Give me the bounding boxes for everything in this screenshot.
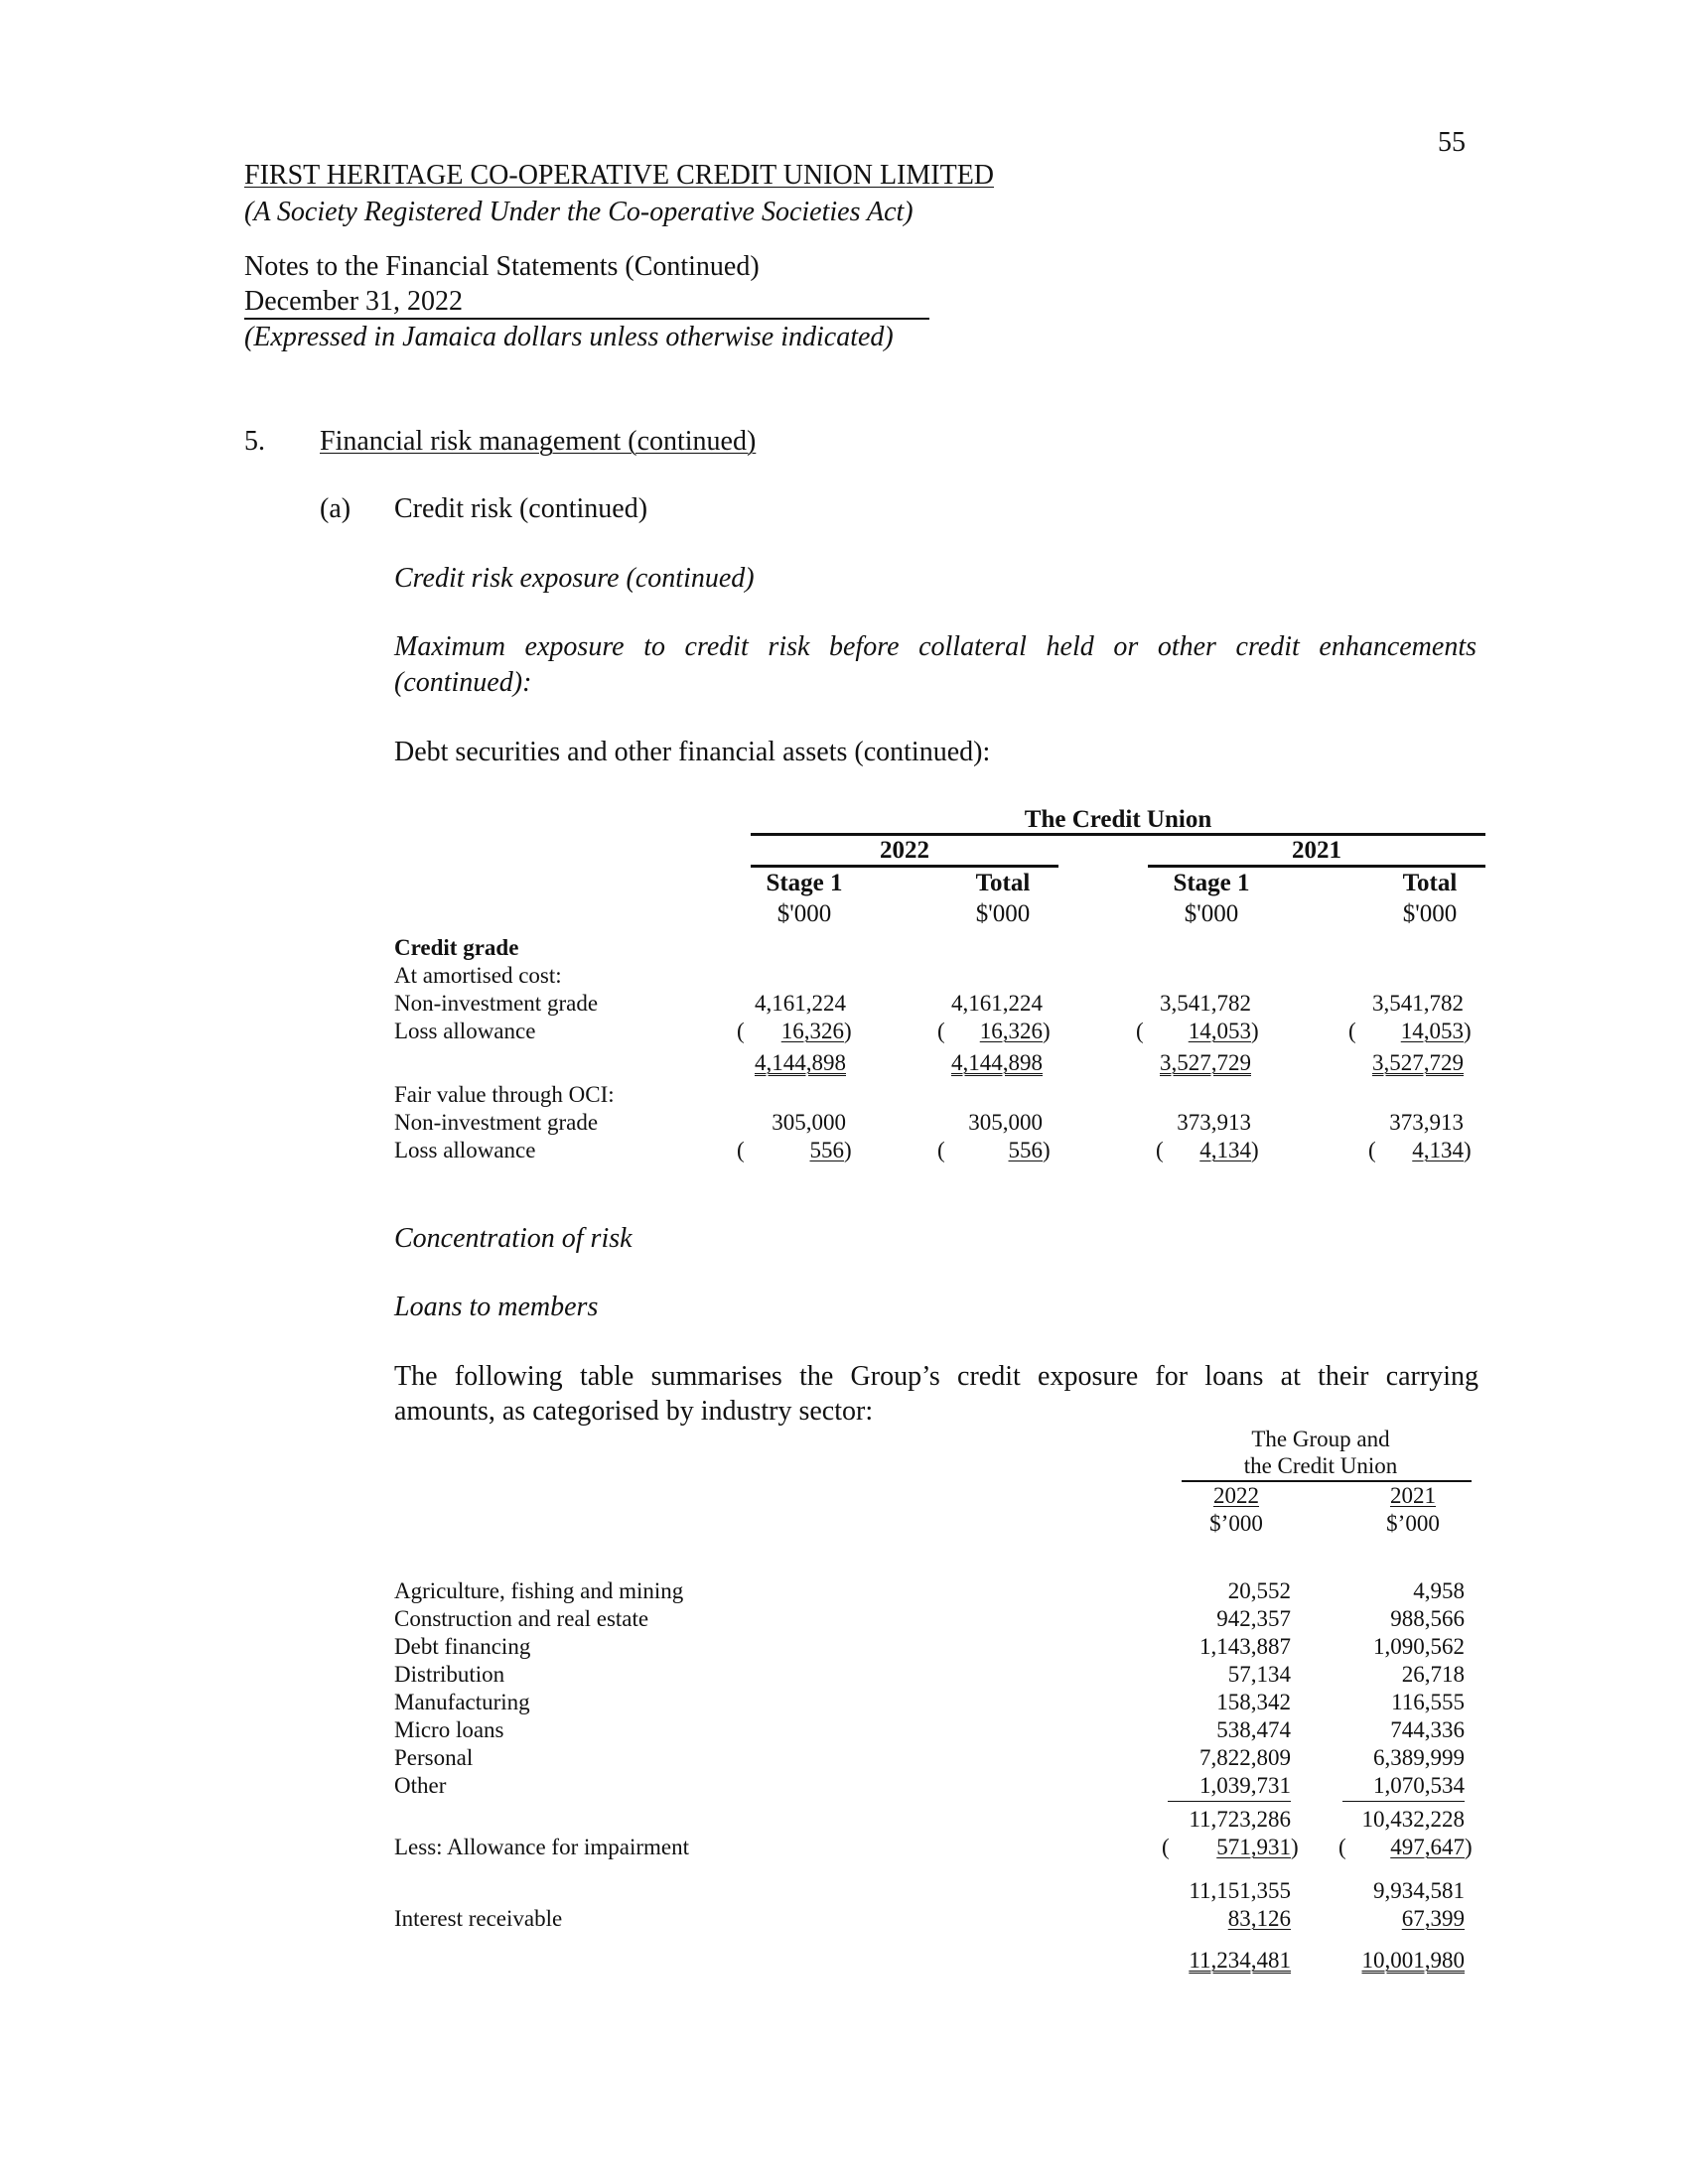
table1-row-label: Loss allowance [394,1019,536,1043]
total-2021: 10,001,980 [1361,1948,1465,1973]
table2-entity-line-1: The Group and [1251,1427,1390,1451]
subtotal-2021: 10,432,228 [1361,1807,1465,1832]
company-name: FIRST HERITAGE CO-OPERATIVE CREDIT UNION LIMITED [244,160,995,191]
table1-cell: 373,913 [1389,1110,1464,1135]
loans-intro-line-1: The following table summarises the Group’s credit exposure for loans at their carrying [394,1361,1478,1392]
section-number: 5. [244,426,265,457]
max-exposure-line-1: Maximum exposure to credit risk before collateral held or other credit enhancements [394,631,1477,662]
table1-unit-4: $'000 [1402,900,1458,927]
table1-entity-heading: The Credit Union [1024,806,1212,833]
interest-2021: 67,399 [1401,1906,1465,1931]
table1-cell: 4,134 [1412,1138,1464,1162]
sector-label: Distribution [394,1662,505,1687]
concentration-heading: Concentration of risk [394,1223,633,1254]
table1-row-label: Non-investment grade [394,991,599,1016]
sector-value-2022: 1,143,887 [1199,1634,1291,1659]
sector-value-2022: 7,822,809 [1199,1745,1291,1770]
notes-title: Notes to the Financial Statements (Continued) [244,251,760,282]
sector-value-2022: 158,342 [1216,1690,1291,1714]
table1-paren-close: ) [1251,1019,1259,1043]
credit-risk-exposure-heading: Credit risk exposure (continued) [394,563,755,594]
subtotal-2022: 11,723,286 [1189,1807,1291,1832]
section-title: Financial risk management (continued) [320,426,757,457]
sector-value-2022: 1,039,731 [1199,1773,1291,1798]
table1-row-label: Non-investment grade [394,1110,599,1135]
currency-note: (Expressed in Jamaica dollars unless otherwise indicated) [244,322,894,352]
loans-intro-line-2: amounts, as categorised by industry sector: [394,1396,874,1427]
table1-col-total-2022: Total [975,870,1031,896]
table1-entity-rule [751,833,1485,836]
table1-cell: 16,326 [780,1019,844,1043]
table1-cell: 3,527,729 [1160,1050,1251,1075]
total-2022: 11,234,481 [1189,1948,1291,1973]
sector-label: Personal [394,1745,474,1770]
page-number: 55 [1438,127,1466,158]
sector-label: Other [394,1773,447,1798]
sector-label: Agriculture, fishing and mining [394,1578,684,1603]
allowance-paren-open: ( [1338,1835,1346,1859]
table2-entity-rule [1182,1480,1472,1482]
table2-unit-2021: $’000 [1386,1511,1440,1536]
max-exposure-line-2: (continued): [394,667,532,698]
sector-label: Debt financing [394,1634,531,1659]
society-subtitle: (A Society Registered Under the Co-operative Societies Act) [244,197,914,227]
table1-paren-open: ( [937,1019,945,1043]
table1-cell: 4,144,898 [951,1050,1043,1075]
subsection-letter: (a) [320,493,352,524]
sector-value-2022: 57,134 [1227,1662,1291,1687]
sector-label: Manufacturing [394,1690,530,1714]
date-underline [244,318,929,320]
table1-cell: 14,053 [1400,1019,1464,1043]
table1-unit-1: $'000 [776,900,832,927]
net-2021: 9,934,581 [1373,1878,1465,1903]
loans-heading: Loans to members [394,1292,599,1322]
table1-paren-open: ( [737,1019,745,1043]
sector-value-2021: 26,718 [1401,1662,1465,1687]
table1-col-total-2021: Total [1402,870,1458,896]
sector-value-2022: 20,552 [1227,1578,1291,1603]
table1-paren-close: ) [1043,1019,1051,1043]
credit-grade-label: Credit grade [394,935,519,960]
table1-year-2021-rule [1148,865,1485,868]
table1-col-stage1-2022: Stage 1 [766,870,843,896]
table1-paren-close: ) [1251,1138,1259,1162]
allowance-label: Less: Allowance for impairment [394,1835,690,1859]
table1-cell: 3,541,782 [1372,991,1464,1016]
allowance-paren-close: ) [1465,1835,1473,1859]
sector-value-2021: 744,336 [1390,1717,1465,1742]
sector-value-2021: 4,958 [1413,1578,1465,1603]
interest-2022: 83,126 [1227,1906,1291,1931]
table1-paren-open: ( [937,1138,945,1162]
table1-paren-close: ) [1464,1019,1472,1043]
debt-securities-heading: Debt securities and other financial assets (continued): [394,737,991,767]
table1-year-2021: 2021 [1292,837,1341,864]
sector-label: Micro loans [394,1717,504,1742]
subsection-title: Credit risk (continued) [394,493,648,524]
table1-paren-close: ) [844,1138,852,1162]
table1-paren-close: ) [1464,1138,1472,1162]
sector-value-2022: 942,357 [1216,1606,1291,1631]
sector-value-2021: 6,389,999 [1373,1745,1465,1770]
table1-cell: 305,000 [968,1110,1043,1135]
fvoci-label: Fair value through OCI: [394,1082,615,1107]
allowance-2021: 497,647 [1390,1835,1465,1859]
table1-cell: 305,000 [772,1110,846,1135]
table1-paren-open: ( [1368,1138,1376,1162]
table1-unit-3: $'000 [1184,900,1239,927]
table1-paren-open: ( [1348,1019,1356,1043]
amortised-cost-label: At amortised cost: [394,963,562,988]
allowance-paren-open: ( [1162,1835,1170,1859]
net-2022: 11,151,355 [1189,1878,1291,1903]
sector-label: Construction and real estate [394,1606,649,1631]
table1-unit-2: $'000 [975,900,1031,927]
table1-cell: 14,053 [1188,1019,1251,1043]
table1-cell: 4,161,224 [951,991,1043,1016]
table1-cell: 3,541,782 [1160,991,1251,1016]
table1-cell: 556 [1008,1138,1043,1162]
table1-year-2022-rule [751,865,1058,868]
statement-date: December 31, 2022 [244,286,464,317]
table1-paren-close: ) [1043,1138,1051,1162]
interest-label: Interest receivable [394,1906,563,1931]
sector-value-2021: 1,090,562 [1373,1634,1465,1659]
table1-paren-open: ( [1136,1019,1144,1043]
sector-value-2021: 116,555 [1391,1690,1465,1714]
table1-paren-open: ( [1156,1138,1164,1162]
table1-cell: 16,326 [979,1019,1043,1043]
allowance-paren-close: ) [1291,1835,1299,1859]
allowance-2022: 571,931 [1216,1835,1291,1859]
sectors-rule-2021 [1342,1801,1465,1802]
sector-value-2021: 1,070,534 [1373,1773,1465,1798]
table1-paren-close: ) [844,1019,852,1043]
table1-year-2022: 2022 [880,837,929,864]
table1-cell: 4,144,898 [755,1050,846,1075]
table2-year-2022: 2022 [1213,1483,1259,1508]
sectors-rule-2022 [1168,1801,1291,1802]
table1-cell: 3,527,729 [1372,1050,1464,1075]
table1-paren-open: ( [737,1138,745,1162]
table1-cell: 4,161,224 [755,991,846,1016]
table2-entity-line-2: the Credit Union [1243,1453,1398,1478]
table1-row-label: Loss allowance [394,1138,536,1162]
table1-col-stage1-2021: Stage 1 [1173,870,1250,896]
sector-value-2022: 538,474 [1216,1717,1291,1742]
table2-unit-2022: $’000 [1209,1511,1263,1536]
table2-year-2021: 2021 [1390,1483,1436,1508]
table1-cell: 556 [809,1138,844,1162]
sector-value-2021: 988,566 [1390,1606,1465,1631]
table1-cell: 373,913 [1177,1110,1251,1135]
table1-cell: 4,134 [1199,1138,1251,1162]
